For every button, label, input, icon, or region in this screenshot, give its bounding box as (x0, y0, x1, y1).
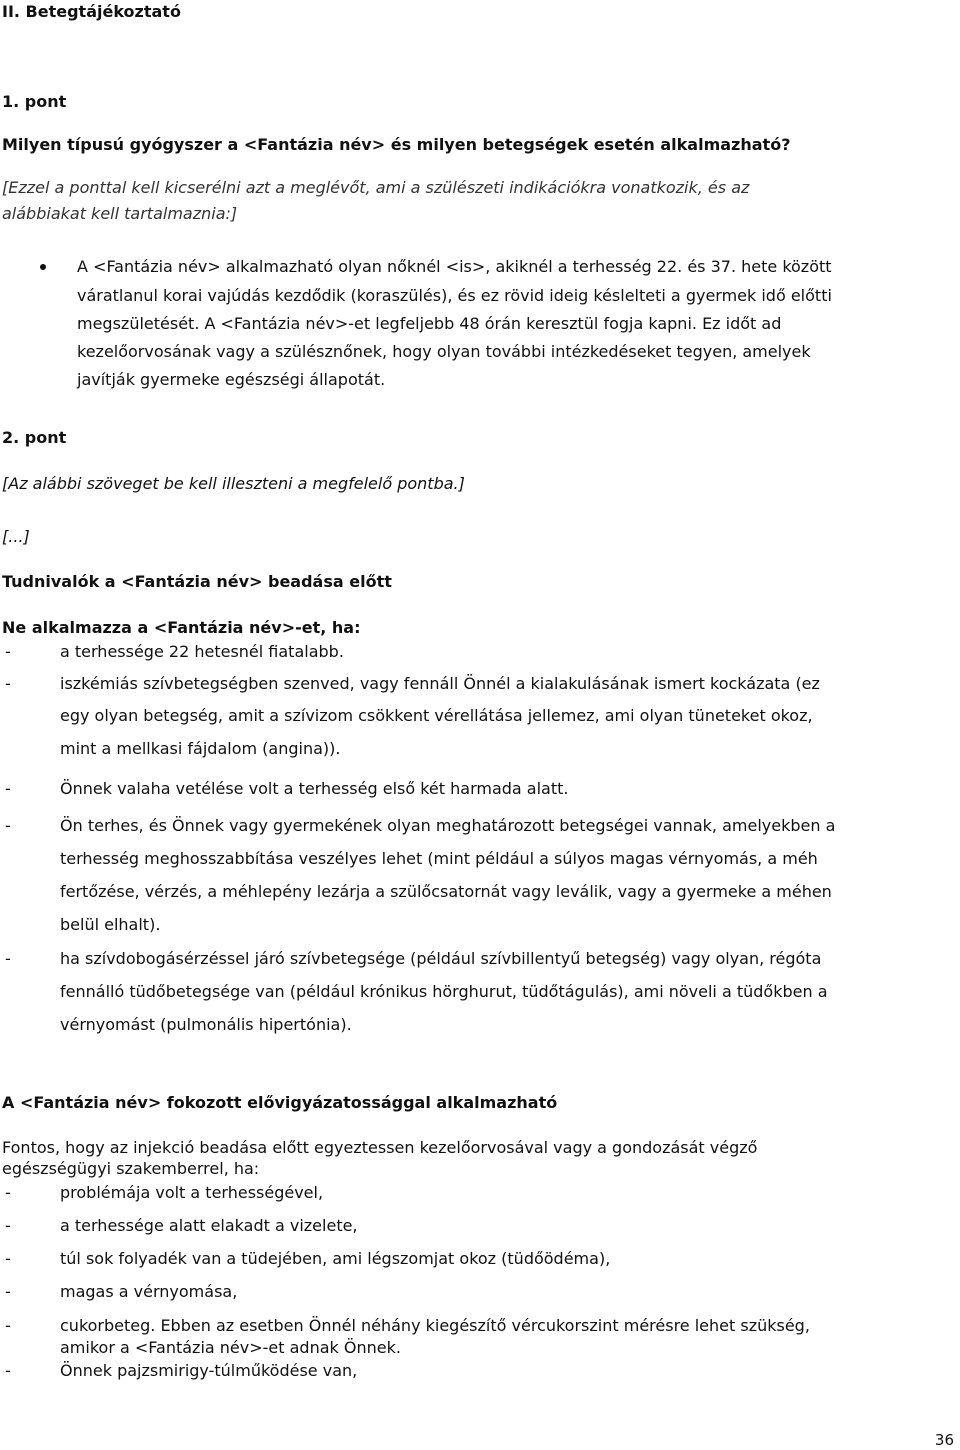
page-number: 36 (934, 1431, 954, 1449)
contraindication-line: mint a mellkasi fájdalom (angina)). (60, 739, 341, 758)
contraindication-line: Ön terhes, és Önnek vagy gyermekének olyan meghatározott betegségei vannak, amelyekben a (60, 816, 836, 835)
list-dash: - (5, 949, 11, 968)
indication-line: megszületését. A <Fantázia név>-et legfeljebb 48 órán keresztül fogja kapni. Ez időt ad (77, 314, 782, 333)
ellipsis-marker: [...] (2, 527, 30, 546)
bullet-icon (40, 264, 46, 270)
do-not-use-heading: Ne alkalmazza a <Fantázia név>-et, ha: (2, 618, 361, 637)
caution-item: túl sok folyadék van a tüdejében, ami légszomjat okoz (tüdőödéma), (60, 1249, 611, 1268)
caution-intro-line: egészségügyi szakemberrel, ha: (2, 1159, 260, 1178)
list-dash: - (5, 1361, 11, 1380)
list-dash: - (5, 779, 11, 798)
caution-item: amikor a <Fantázia név>-et adnak Önnek. (60, 1338, 401, 1357)
list-dash: - (5, 1183, 11, 1202)
point2-instruction: [Az alábbi szöveget be kell illeszteni a megfelelő pontba.] (2, 474, 465, 493)
list-dash: - (5, 1216, 11, 1235)
list-dash: - (5, 674, 11, 693)
caution-item: magas a vérnyomása, (60, 1282, 238, 1301)
list-dash: - (5, 816, 11, 835)
caution-intro-line: Fontos, hogy az injekció beadása előtt egyeztessen kezelőorvosával vagy a gondozását végző (2, 1138, 758, 1157)
contraindication-line: egy olyan betegség, amit a szívizom csökkent vérellátása jellemez, ami olyan tüneteket okoz, (60, 706, 813, 725)
contraindication-line: Önnek valaha vetélése volt a terhesség első két harmada alatt. (60, 779, 569, 798)
contraindication-line: iszkémiás szívbetegségben szenved, vagy fennáll Önnél a kialakulásának ismert kockázata (ez (60, 674, 820, 693)
list-dash: - (5, 642, 11, 661)
indication-line: kezelőorvosának vagy a szülésznőnek, hogy olyan további intézkedéseket tegyen, amelyek (77, 342, 811, 361)
indication-line: javítják gyermeke egészségi állapotát. (77, 370, 386, 389)
list-dash: - (5, 1316, 11, 1335)
before-use-heading: Tudnivalók a <Fantázia név> beadása előtt (2, 572, 392, 591)
point2-heading: 2. pont (2, 428, 67, 447)
contraindication-line: fertőzése, vérzés, a méhlepény lezárja a szülőcsatornát vagy leválik, vagy a gyermeke a méhen (60, 882, 832, 901)
contraindication-line: belül elhalt). (60, 915, 161, 934)
indication-line: váratlanul korai vajúdás kezdődik (koraszülés), és ez rövid ideig késlelteti a gyermek idő előtti (77, 286, 832, 305)
contraindication-line: vérnyomást (pulmonális hipertónia). (60, 1015, 352, 1034)
point1-instruction-line: [Ezzel a ponttal kell kicserélni azt a meglévőt, ami a szülészeti indikációkra vonatkozik, és az (2, 178, 750, 197)
contraindication-line: ha szívdobogásérzéssel járó szívbetegsége (például szívbillentyű betegség) vagy olyan, régóta (60, 949, 822, 968)
point1-instruction-line: alábbiakat kell tartalmaznia:] (2, 204, 238, 223)
caution-item: problémája volt a terhességével, (60, 1183, 324, 1202)
indication-line: A <Fantázia név> alkalmazható olyan nőknél <is>, akiknél a terhesség 22. és 37. hete között (77, 257, 832, 276)
point1-question: Milyen típusú gyógyszer a <Fantázia név> és milyen betegségek esetén alkalmazható? (2, 135, 791, 154)
point1-heading: 1. pont (2, 92, 67, 111)
caution-item: Önnek pajzsmirigy-túlműködése van, (60, 1361, 358, 1380)
contraindication-line: terhesség meghosszabbítása veszélyes lehet (mint például a súlyos magas vérnyomás, a méh (60, 849, 818, 868)
list-dash: - (5, 1249, 11, 1268)
caution-item: cukorbeteg. Ebben az esetben Önnél néhány kiegészítő vércukorszint mérésre lehet szükség, (60, 1316, 810, 1335)
section-title: II. Betegtájékoztató (2, 2, 181, 21)
caution-heading: A <Fantázia név> fokozott elővigyázatossággal alkalmazható (2, 1093, 558, 1112)
caution-item: a terhessége alatt elakadt a vizelete, (60, 1216, 358, 1235)
contraindication-line: fennálló tüdőbetegsége van (például krónikus hörghurut, tüdőtágulás), ami növeli a tüdőkben a (60, 982, 828, 1001)
list-dash: - (5, 1282, 11, 1301)
contraindication-line: a terhessége 22 hetesnél fiatalabb. (60, 642, 344, 661)
